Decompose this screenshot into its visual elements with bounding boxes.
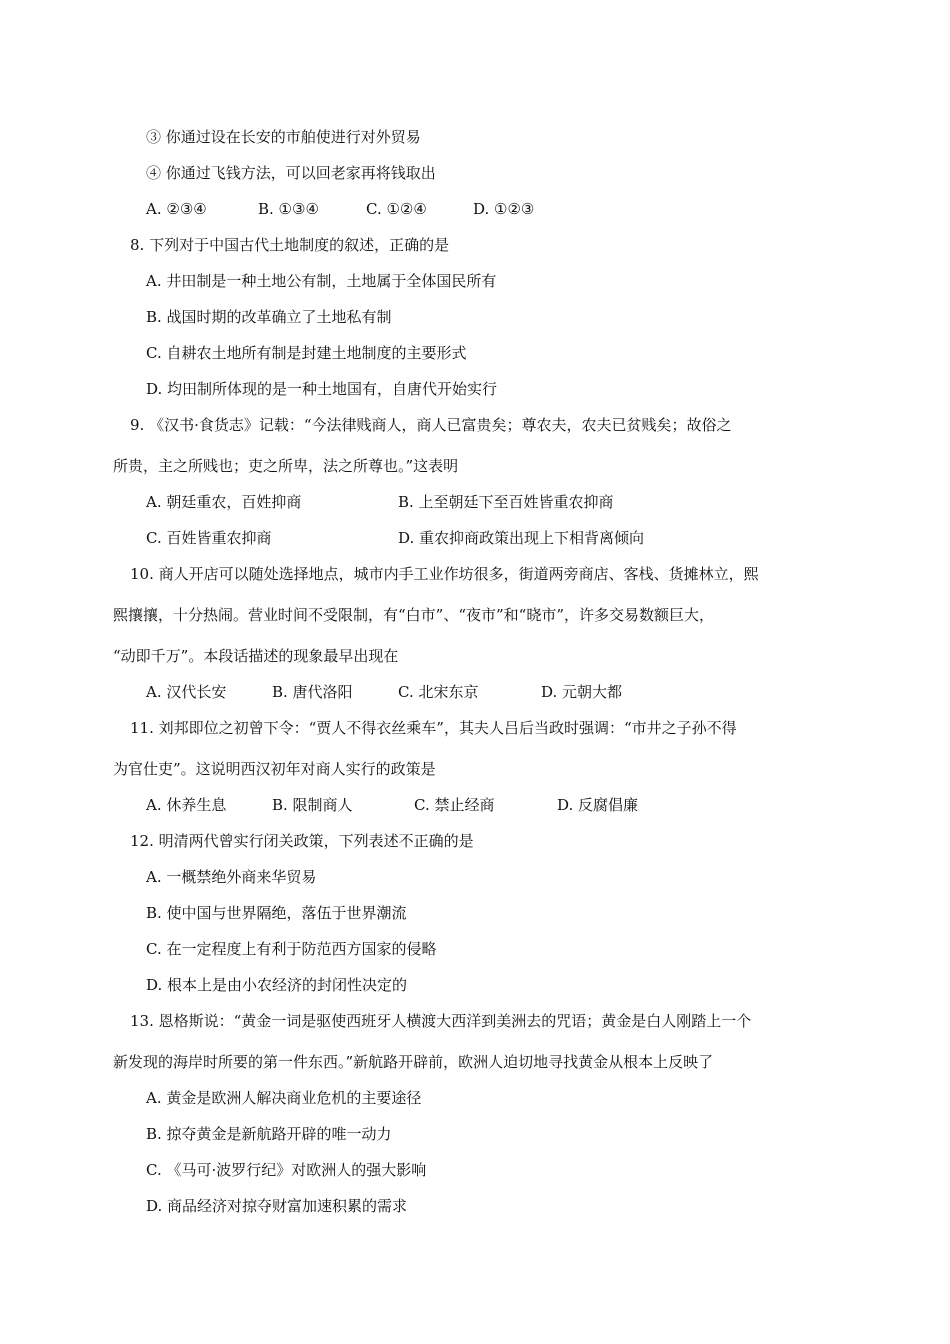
q11-stem-line1: 11. 刘邦即位之初曾下令：“贾人不得衣丝乘车”，其夫人吕后当政时强调：“市井之子孙不得	[130, 719, 737, 737]
q10-option-a: A. 汉代长安	[146, 683, 227, 701]
q13-stem-line2: 新发现的海岸时所要的第一件东西。”新航路开辟前，欧洲人迫切地寻找黄金从根本上反映了	[113, 1053, 714, 1071]
q8-stem: 8. 下列对于中国古代土地制度的叙述，正确的是	[130, 236, 450, 254]
q9-stem-line2: 所贵，主之所贱也；吏之所卑，法之所尊也。”这表明	[113, 457, 459, 475]
q7-option-b: B. ①③④	[258, 200, 319, 218]
q11-option-b: B. 限制商人	[272, 796, 353, 814]
q7-option-a: A. ②③④	[146, 200, 207, 218]
q8-option-b: B. 战国时期的改革确立了土地私有制	[146, 308, 392, 326]
q12-option-d: D. 根本上是由小农经济的封闭性决定的	[146, 976, 408, 994]
q9-option-b: B. 上至朝廷下至百姓皆重农抑商	[398, 493, 614, 511]
q12-stem: 12. 明清两代曾实行闭关政策，下列表述不正确的是	[130, 832, 474, 850]
q10-option-c: C. 北宋东京	[398, 683, 479, 701]
q7-item3: ③ 你通过设在长安的市舶使进行对外贸易	[146, 128, 421, 146]
q11-option-a: A. 休养生息	[146, 796, 227, 814]
q9-stem-line1: 9. 《汉书·食货志》记载：“今法律贱商人，商人已富贵矣；尊农夫，农夫已贫贱矣；故俗之	[130, 416, 732, 434]
q7-item4: ④ 你通过飞钱方法，可以回老家再将钱取出	[146, 164, 436, 182]
q13-option-d: D. 商品经济对掠夺财富加速积累的需求	[146, 1197, 408, 1215]
q11-option-c: C. 禁止经商	[414, 796, 495, 814]
q12-option-a: A. 一概禁绝外商来华贸易	[146, 868, 317, 886]
q8-option-c: C. 自耕农土地所有制是封建土地制度的主要形式	[146, 344, 467, 362]
q10-option-b: B. 唐代洛阳	[272, 683, 353, 701]
q12-option-b: B. 使中国与世界隔绝，落伍于世界潮流	[146, 904, 407, 922]
q11-stem-line2: 为官仕吏”。这说明西汉初年对商人实行的政策是	[113, 760, 436, 778]
q7-option-c: C. ①②④	[366, 200, 427, 218]
q13-stem-line1: 13. 恩格斯说：“黄金一词是驱使西班牙人横渡大西洋到美洲去的咒语；黄金是白人刚踏上一个	[130, 1012, 752, 1030]
q13-option-b: B. 掠夺黄金是新航路开辟的唯一动力	[146, 1125, 392, 1143]
q7-option-d: D. ①②③	[473, 200, 535, 218]
q12-option-c: C. 在一定程度上有利于防范西方国家的侵略	[146, 940, 437, 958]
q10-stem-line3: “动即千万”。本段话描述的现象最早出现在	[113, 647, 399, 665]
q13-option-a: A. 黄金是欧洲人解决商业危机的主要途径	[146, 1089, 422, 1107]
q10-option-d: D. 元朝大都	[541, 683, 623, 701]
q9-option-d: D. 重农抑商政策出现上下相背离倾向	[398, 529, 645, 547]
q11-option-d: D. 反腐倡廉	[557, 796, 639, 814]
q8-option-d: D. 均田制所体现的是一种土地国有，自唐代开始实行	[146, 380, 498, 398]
q9-option-c: C. 百姓皆重农抑商	[146, 529, 272, 547]
q9-option-a: A. 朝廷重农，百姓抑商	[146, 493, 302, 511]
q8-option-a: A. 井田制是一种土地公有制，土地属于全体国民所有	[146, 272, 497, 290]
q13-option-c: C. 《马可·波罗行纪》对欧洲人的强大影响	[146, 1161, 427, 1179]
q10-stem-line1: 10. 商人开店可以随处选择地点，城市内手工业作坊很多，街道两旁商店、客栈、货摊林立，熙	[130, 565, 759, 583]
q10-stem-line2: 熙攘攘，十分热闹。营业时间不受限制，有“白市”、“夜市”和“晓市”，许多交易数额巨大，	[113, 606, 715, 624]
